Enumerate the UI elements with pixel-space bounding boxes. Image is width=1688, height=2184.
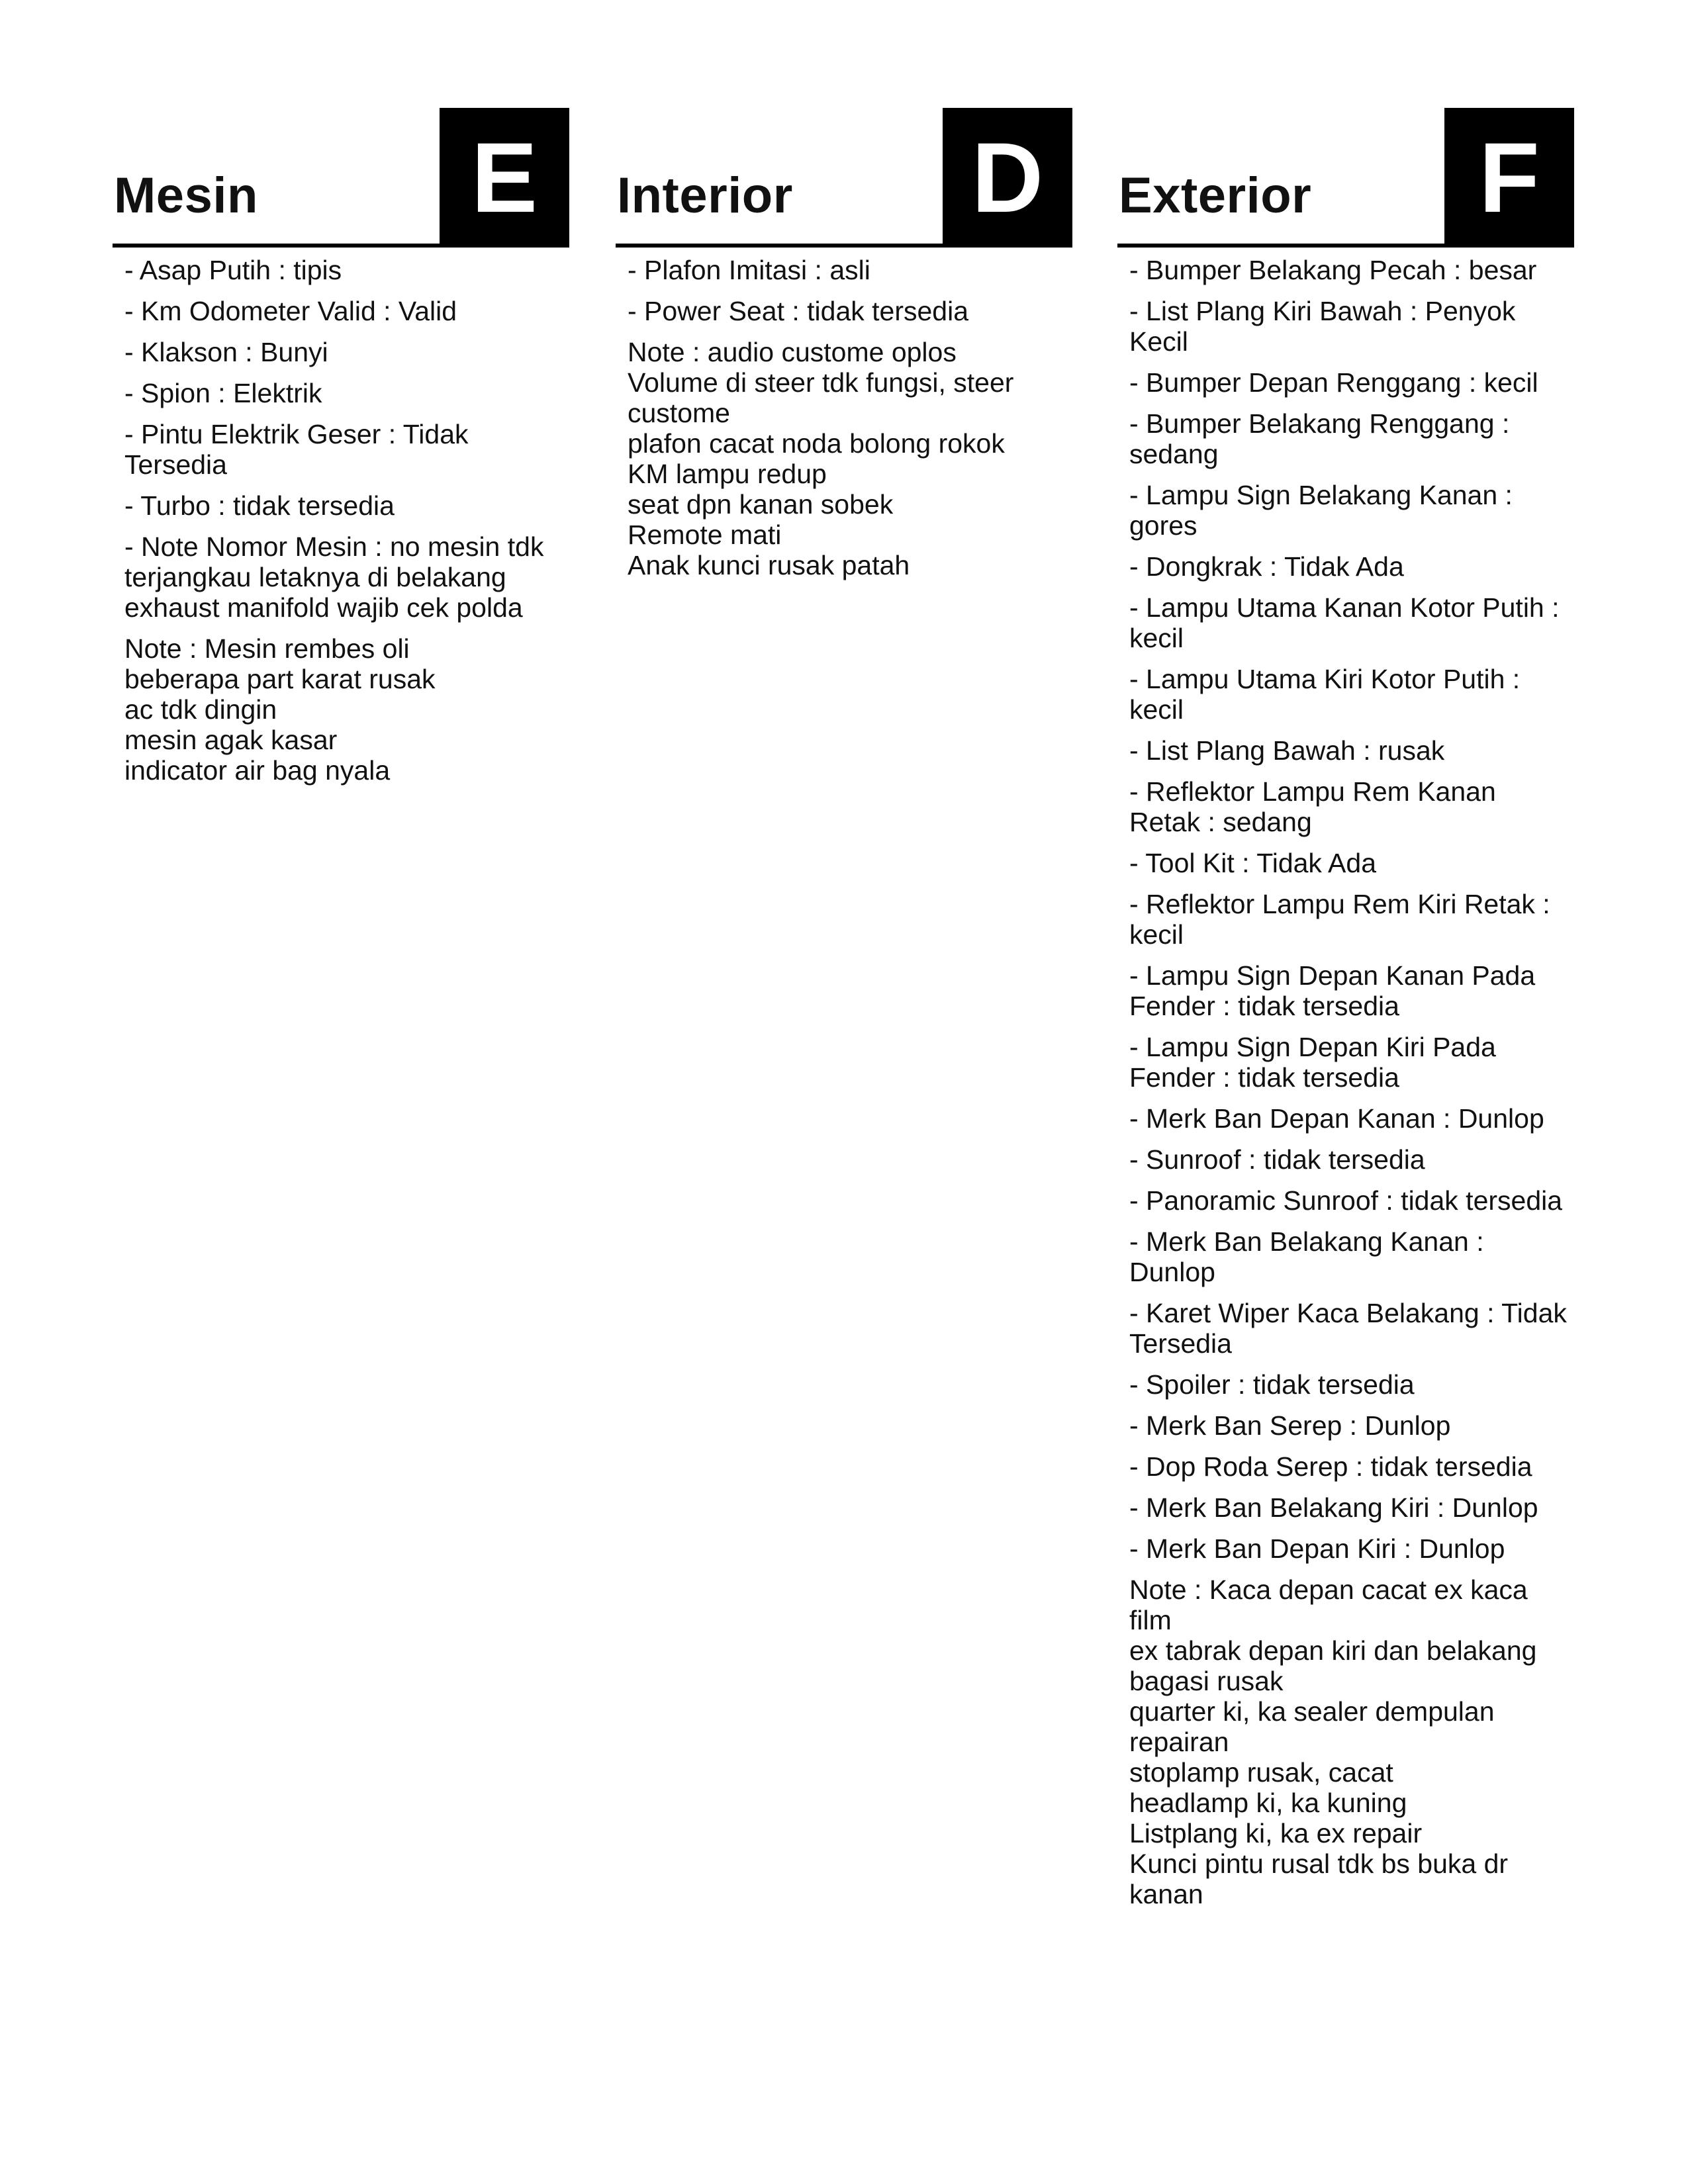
note-line: headlamp ki, ka kuning [1129,1788,1407,1818]
section-interior [616,0,1072,2184]
header-divider [113,244,569,248]
note-line: Listplang ki, ka ex repair [1129,1818,1423,1848]
list-item: - Sunroof : tidak tersedia [1129,1144,1425,1175]
list-item: - Lampu Utama Kanan Kotor Putih : kecil [1129,592,1560,653]
list-item: - Panoramic Sunroof : tidak tersedia [1129,1185,1563,1216]
list-item: - Km Odometer Valid : Valid [124,296,457,326]
note-line: Note : audio custome oplos [628,337,957,367]
list-item: - Merk Ban Serep : Dunlop [1129,1410,1451,1441]
section-title: Mesin [114,167,258,224]
header-divider [616,244,1072,248]
note-line: stoplamp rusak, cacat [1129,1757,1393,1788]
section-note [124,633,563,786]
section-header [616,108,1072,247]
list-item: - Power Seat : tidak tersedia [628,296,969,326]
note-line: Note : Mesin rembes oli [124,633,410,664]
list-item: - Lampu Sign Belakang Kanan : gores [1129,480,1513,541]
list-item: - Reflektor Lampu Rem Kiri Retak : kecil [1129,889,1550,950]
grade-badge: D [943,108,1072,248]
list-item: - Merk Ban Belakang Kanan : Dunlop [1129,1226,1484,1287]
list-item: - Plafon Imitasi : asli [628,255,870,285]
section-title: Interior [617,167,793,224]
section-note [1129,1574,1568,1909]
section-title: Exterior [1119,167,1312,224]
list-item: - Bumper Depan Renggang : kecil [1129,367,1538,398]
note-line: plafon cacat noda bolong rokok [628,428,1005,459]
note-line: Kunci pintu rusal tdk bs buka dr kanan [1129,1848,1509,1909]
list-item: - Dop Roda Serep : tidak tersedia [1129,1451,1532,1482]
list-item: - List Plang Kiri Bawah : Penyok Kecil [1129,296,1516,357]
note-line: Volume di steer tdk fungsi, steer custome [628,367,1014,428]
item-list [124,255,563,796]
grade-badge: F [1444,108,1574,248]
section-exterior [1117,0,1574,2184]
list-item: - Merk Ban Belakang Kiri : Dunlop [1129,1492,1538,1523]
list-item: - Spoiler : tidak tersedia [1129,1369,1415,1400]
section-header [1117,108,1574,247]
note-line: KM lampu redup [628,459,827,489]
note-line: Note : Kaca depan cacat ex kaca film [1129,1574,1528,1635]
note-line: Remote mati [628,520,782,550]
note-line: beberapa part karat rusak [124,664,436,694]
list-item: - Lampu Sign Depan Kanan Pada Fender : tidak tersedia [1129,960,1536,1021]
list-item: - Bumper Belakang Renggang : sedang [1129,408,1510,469]
header-divider [1117,244,1574,248]
section-note [628,337,1066,580]
note-line: quarter ki, ka sealer dempulan repairan [1129,1696,1495,1757]
list-item: - Pintu Elektrik Geser : Tidak Tersedia [124,419,469,480]
list-item: - Turbo : tidak tersedia [124,490,395,521]
list-item: - Lampu Sign Depan Kiri Pada Fender : tidak tersedia [1129,1032,1496,1093]
grade-badge: E [440,108,569,248]
list-item: - Note Nomor Mesin : no mesin tdk terjangkau letaknya di belakang exhaust manifold wajib cek polda [124,531,544,623]
note-line: Anak kunci rusak patah [628,550,910,580]
list-item: - Merk Ban Depan Kiri : Dunlop [1129,1533,1505,1564]
section-header [113,108,569,247]
note-line: ex tabrak depan kiri dan belakang bagasi rusak [1129,1635,1537,1696]
list-item: - Asap Putih : tipis [124,255,342,285]
item-list [1129,255,1568,1920]
note-line: indicator air bag nyala [124,755,391,786]
note-line: ac tdk dingin [124,694,277,725]
list-item: - List Plang Bawah : rusak [1129,735,1445,766]
list-item: - Tool Kit : Tidak Ada [1129,848,1377,878]
list-item: - Reflektor Lampu Rem Kanan Retak : sedang [1129,776,1496,837]
list-item: - Klakson : Bunyi [124,337,328,367]
list-item: - Karet Wiper Kaca Belakang : Tidak Tersedia [1129,1298,1567,1359]
item-list [628,255,1066,591]
note-line: seat dpn kanan sobek [628,489,894,520]
list-item: - Merk Ban Depan Kanan : Dunlop [1129,1103,1544,1134]
list-item: - Lampu Utama Kiri Kotor Putih : kecil [1129,664,1521,725]
list-item: - Dongkrak : Tidak Ada [1129,551,1404,582]
list-item: - Spion : Elektrik [124,378,322,408]
list-item: - Bumper Belakang Pecah : besar [1129,255,1537,285]
note-line: mesin agak kasar [124,725,338,755]
section-mesin [113,0,569,2184]
